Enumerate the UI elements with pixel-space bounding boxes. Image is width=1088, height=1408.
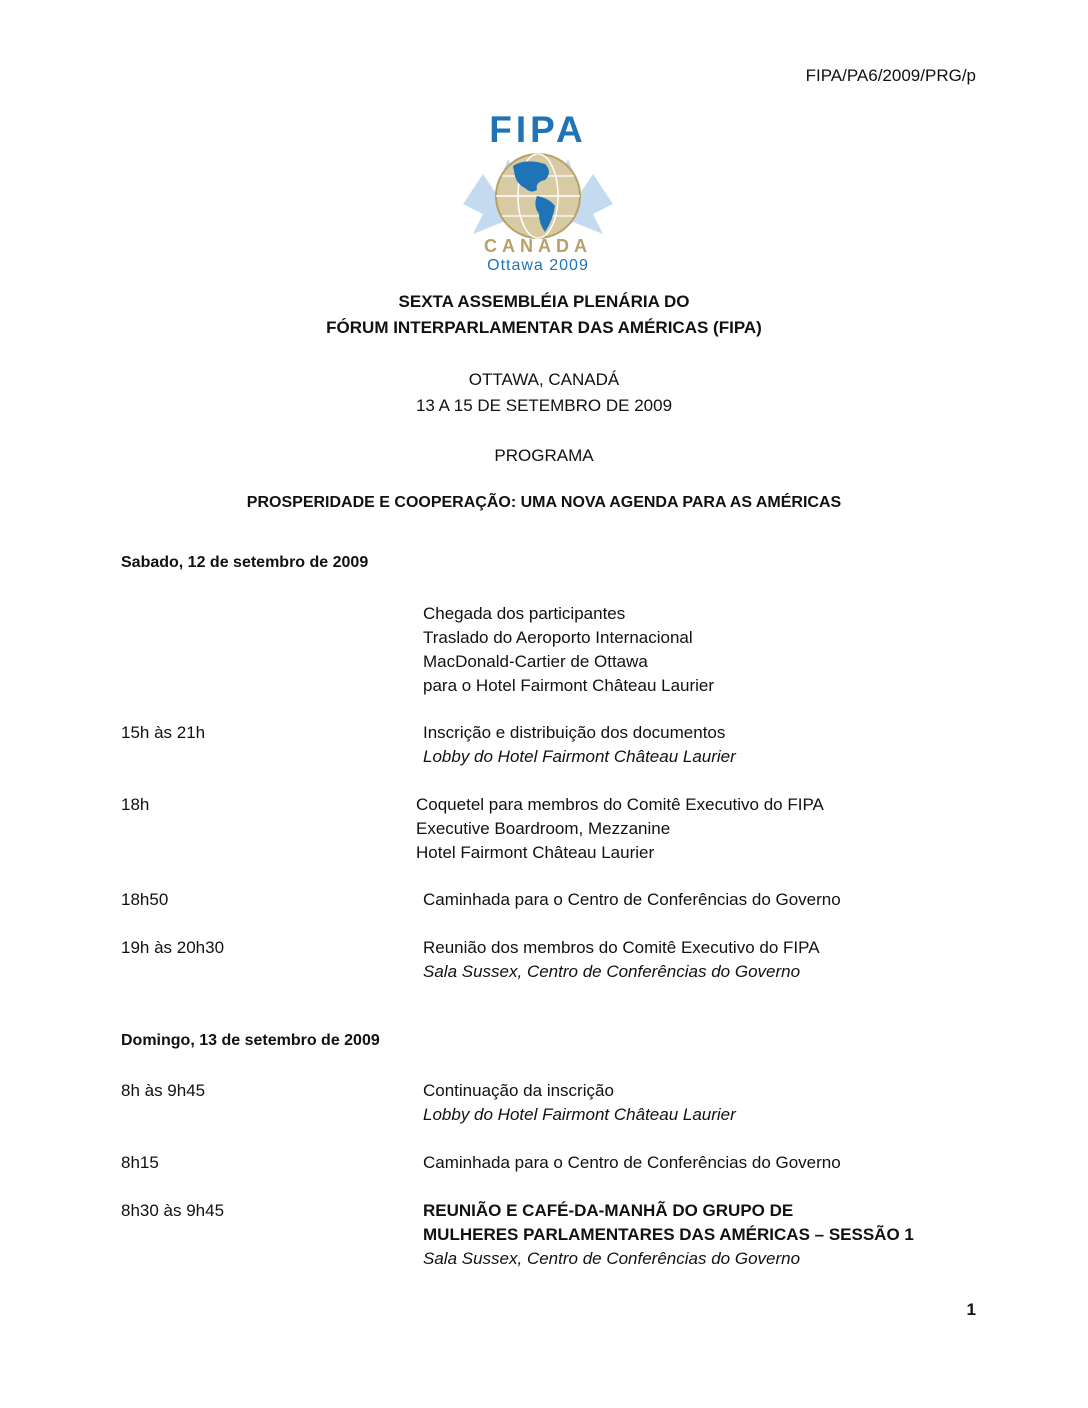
event-line: MULHERES PARLAMENTARES DAS AMÉRICAS – SESSÃO 1 [423, 1225, 914, 1244]
event-line: Inscrição e distribuição dos documentos [423, 723, 726, 742]
title-line-1: SEXTA ASSEMBLÉIA PLENÁRIA DO [398, 292, 690, 311]
event-time: 8h às 9h45 [121, 1081, 206, 1100]
title-line-2: FÓRUM INTERPARLAMENTAR DAS AMÉRICAS (FIPA) [326, 318, 762, 337]
fipa-logo [453, 110, 623, 276]
event-line: Sala Sussex, Centro de Conferências do Governo [423, 962, 801, 981]
event-time: 8h15 [121, 1153, 159, 1172]
event-line: Traslado do Aeroporto Internacional [423, 628, 693, 647]
globe-maple-leaf-icon [453, 144, 623, 240]
event-description [423, 1151, 841, 1175]
event-line: REUNIÃO E CAFÉ-DA-MANHÃ DO GRUPO DE [423, 1201, 794, 1220]
event-description [423, 936, 820, 984]
event-line: Chegada dos participantes [423, 604, 626, 623]
event-line: Caminhada para o Centro de Conferências do Governo [423, 890, 841, 909]
logo-title: FIPA [489, 109, 587, 150]
event-description [423, 1079, 736, 1127]
event-line: Reunião dos membros do Comitê Executivo do FIPA [423, 938, 820, 957]
event-description [423, 888, 841, 912]
event-time: 18h50 [121, 890, 169, 909]
event-time: 18h [121, 795, 150, 814]
event-line: Continuação da inscrição [423, 1081, 614, 1100]
event-time: 15h às 21h [121, 723, 206, 742]
event-description [423, 602, 714, 698]
event-time: 19h às 20h30 [121, 938, 225, 957]
event-line: Lobby do Hotel Fairmont Château Laurier [423, 1105, 736, 1124]
event-line: Executive Boardroom, Mezzanine [416, 819, 671, 838]
event-line: Lobby do Hotel Fairmont Château Laurier [423, 747, 736, 766]
event-line: Coquetel para membros do Comitê Executivo do FIPA [416, 795, 824, 814]
day-heading: Domingo, 13 de setembro de 2009 [121, 1032, 380, 1049]
event-line: Hotel Fairmont Château Laurier [416, 843, 655, 862]
logo-country: CANADA [484, 236, 592, 256]
logo-city-year: Ottawa 2009 [487, 257, 589, 274]
event-dates: 13 A 15 DE SETEMBRO DE 2009 [415, 396, 673, 415]
event-line: MacDonald-Cartier de Ottawa [423, 652, 648, 671]
event-time: 8h30 às 9h45 [121, 1201, 225, 1220]
page-number: 1 [966, 1300, 976, 1319]
event-line: Sala Sussex, Centro de Conferências do Governo [423, 1249, 801, 1268]
program-heading: PROGRAMA [494, 446, 594, 465]
event-line: para o Hotel Fairmont Château Laurier [423, 676, 715, 695]
event-line: Caminhada para o Centro de Conferências do Governo [423, 1153, 841, 1172]
event-description [423, 721, 736, 769]
day-heading: Sabado, 12 de setembro de 2009 [121, 554, 369, 571]
event-location: OTTAWA, CANADÁ [468, 370, 620, 389]
event-description [416, 793, 824, 865]
event-description [423, 1199, 914, 1271]
document-reference: FIPA/PA6/2009/PRG/p [805, 66, 976, 85]
program-theme: PROSPERIDADE E COOPERAÇÃO: UMA NOVA AGENDA PARA AS AMÉRICAS [246, 494, 842, 511]
